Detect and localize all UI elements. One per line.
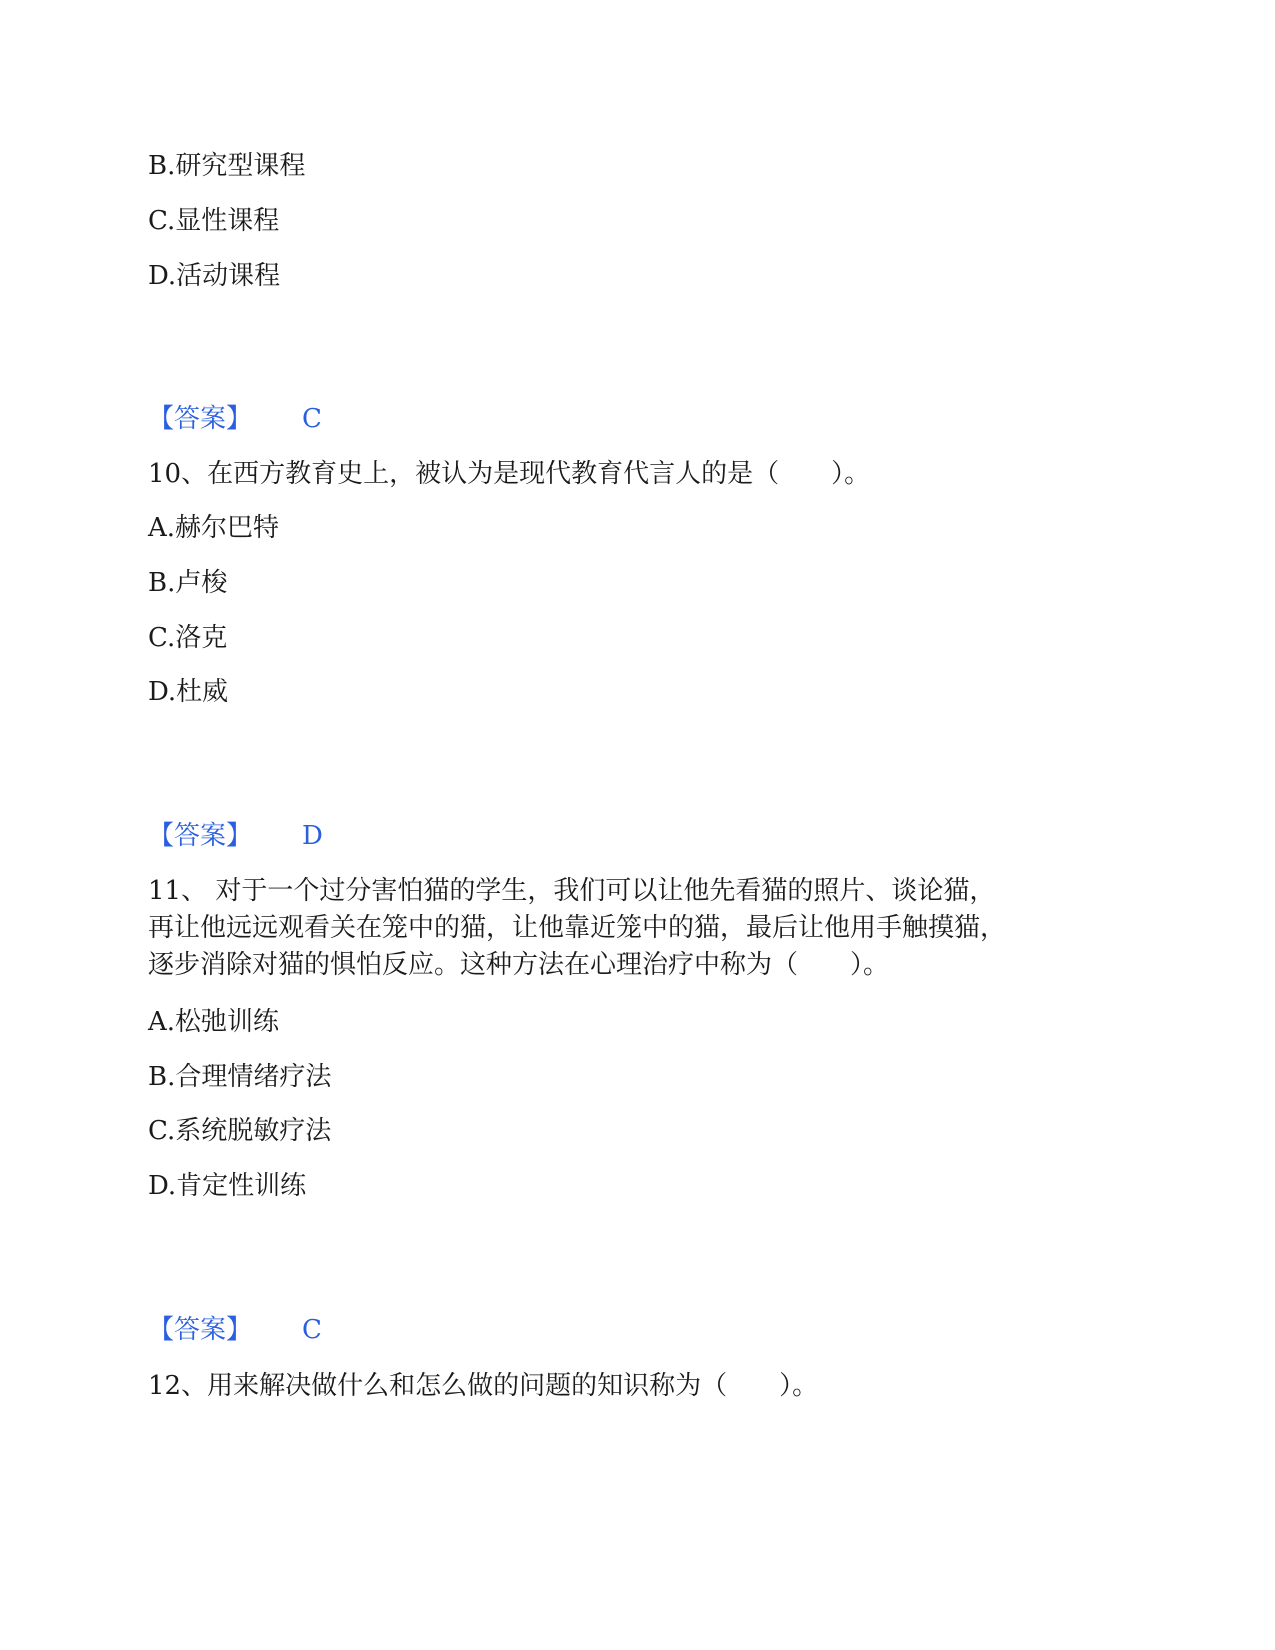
q11-question-line2: 再让他远远观看关在笼中的猫，让他靠近笼中的猫，最后让他用手触摸猫， bbox=[148, 913, 1007, 943]
q10-option-d: D.杜威 bbox=[148, 677, 229, 707]
q11-option-d: D.肯定性训练 bbox=[148, 1171, 307, 1201]
q11-option-a: A.松弛训练 bbox=[148, 1007, 280, 1037]
q10-question: 10、在西方教育史上，被认为是现代教育代言人的是（ ）。 bbox=[148, 459, 871, 489]
answer-value: C bbox=[302, 1315, 322, 1345]
q9-option-b: B.研究型课程 bbox=[148, 151, 306, 181]
q12-question: 12、用来解决做什么和怎么做的问题的知识称为（ ）。 bbox=[148, 1371, 819, 1401]
answer-value: D bbox=[302, 821, 323, 851]
q9-answer bbox=[148, 403, 322, 435]
q9-option-c: C.显性课程 bbox=[148, 206, 280, 236]
q11-question-line3: 逐步消除对猫的惧怕反应。这种方法在心理治疗中称为（ ）。 bbox=[148, 950, 890, 980]
answer-label: 【答案】 bbox=[148, 821, 253, 851]
q11-question-line1: 11、 对于一个过分害怕猫的学生，我们可以让他先看猫的照片、谈论猫， bbox=[148, 876, 996, 906]
q11-answer bbox=[148, 1314, 322, 1346]
q11-option-c: C.系统脱敏疗法 bbox=[148, 1116, 332, 1146]
answer-label: 【答案】 bbox=[148, 1315, 253, 1345]
q11-option-b: B.合理情绪疗法 bbox=[148, 1062, 332, 1092]
answer-value: C bbox=[302, 404, 322, 434]
q10-option-a: A.赫尔巴特 bbox=[148, 513, 280, 543]
answer-label: 【答案】 bbox=[148, 404, 253, 434]
q10-answer bbox=[148, 820, 323, 852]
q10-option-b: B.卢梭 bbox=[148, 568, 228, 598]
q9-option-d: D.活动课程 bbox=[148, 261, 281, 291]
q10-option-c: C.洛克 bbox=[148, 623, 228, 653]
